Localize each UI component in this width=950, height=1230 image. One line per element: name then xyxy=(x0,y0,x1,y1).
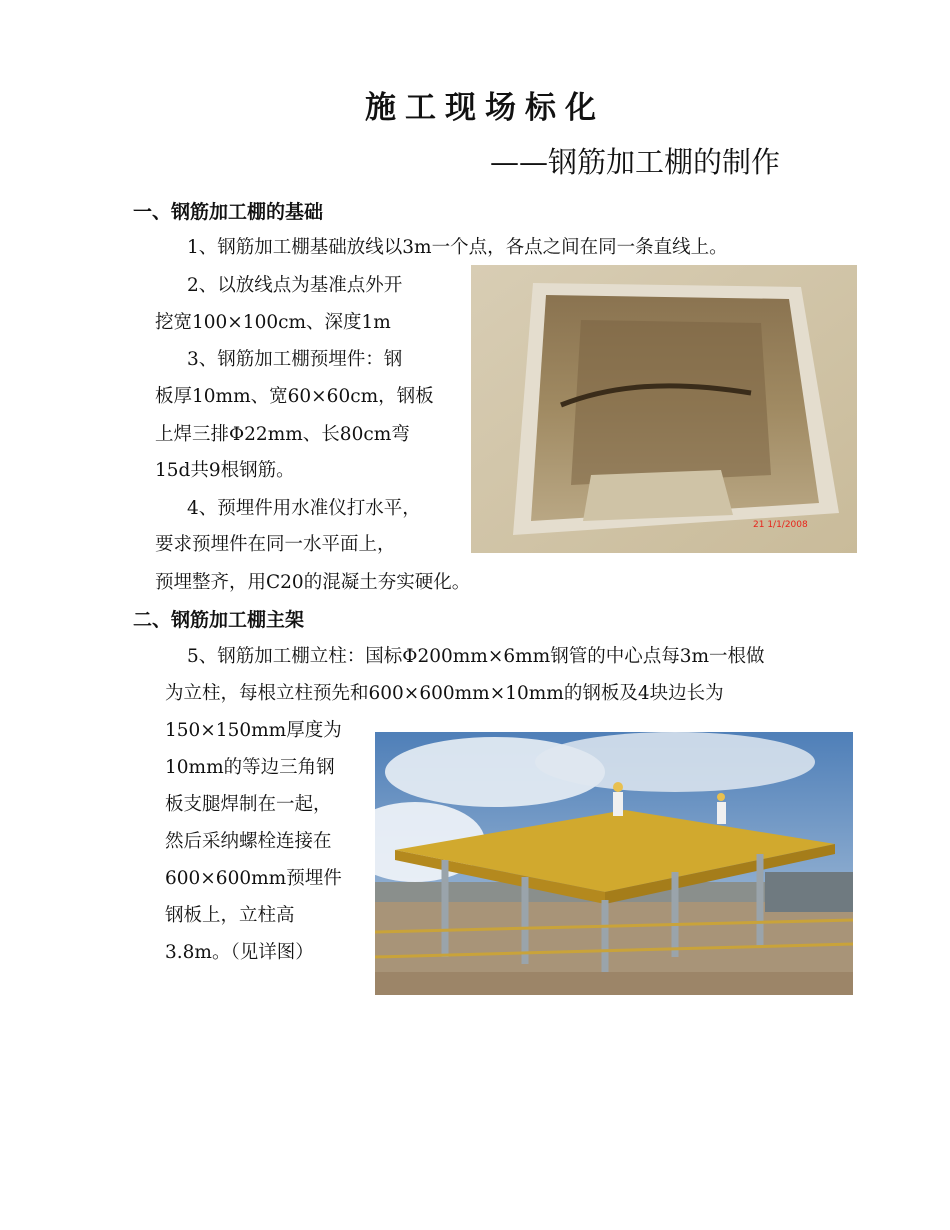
section-2-heading: 二、钢筋加工棚主架 xyxy=(133,609,305,631)
page-subtitle: ——钢筋加工棚的制作 xyxy=(490,145,781,179)
paragraph-4-line-1: 4、预埋件用水准仪打水平， xyxy=(187,498,421,519)
paragraph-3-line-1: 3、钢筋加工棚预埋件：钢 xyxy=(187,349,403,370)
paragraph-2-line-2: 挖宽100×100cm、深度1m xyxy=(155,312,391,333)
paragraph-5-line-4: 10mm的等边三角钢 xyxy=(165,757,335,778)
paragraph-5-line-9: 3.8m。（见详图） xyxy=(165,942,314,963)
page-title: 施工现场标化 xyxy=(365,90,605,126)
paragraph-5-line-3: 150×150mm厚度为 xyxy=(165,720,342,741)
paragraph-4-line-2: 要求预埋件在同一水平面上， xyxy=(155,534,396,555)
paragraph-5-line-1: 5、钢筋加工棚立柱：国标Φ200mm×6mm钢管的中心点每3m一根做 xyxy=(187,646,765,667)
paragraph-1: 1、钢筋加工棚基础放线以3m一个点，各点之间在同一条直线上。 xyxy=(187,237,728,258)
paragraph-5-line-6: 然后采纳螺栓连接在 xyxy=(165,831,332,852)
paragraph-4-line-3: 预埋整齐，用C20的混凝土夯实硬化。 xyxy=(155,572,471,593)
pit-photo-stamp: 21 1/1/2008 xyxy=(753,520,808,530)
paragraph-2-line-1: 2、以放线点为基准点外开 xyxy=(187,275,403,296)
paragraph-5-line-5: 板支腿焊制在一起， xyxy=(165,794,332,815)
rebar-shed-photo xyxy=(375,732,853,995)
paragraph-3-line-4: 15d共9根钢筋。 xyxy=(155,460,295,481)
paragraph-3-line-2: 板厚10mm、宽60×60cm，钢板 xyxy=(155,386,434,407)
paragraph-5-line-7: 600×600mm预埋件 xyxy=(165,868,342,889)
foundation-pit-photo xyxy=(471,265,857,553)
section-1-heading: 一、钢筋加工棚的基础 xyxy=(133,201,324,223)
paragraph-5-line-2: 为立柱，每根立柱预先和600×600mm×10mm的钢板及4块边长为 xyxy=(165,683,724,704)
paragraph-3-line-3: 上焊三排Φ22mm、长80cm弯 xyxy=(155,424,410,445)
paragraph-5-line-8: 钢板上，立柱高 xyxy=(165,905,295,926)
